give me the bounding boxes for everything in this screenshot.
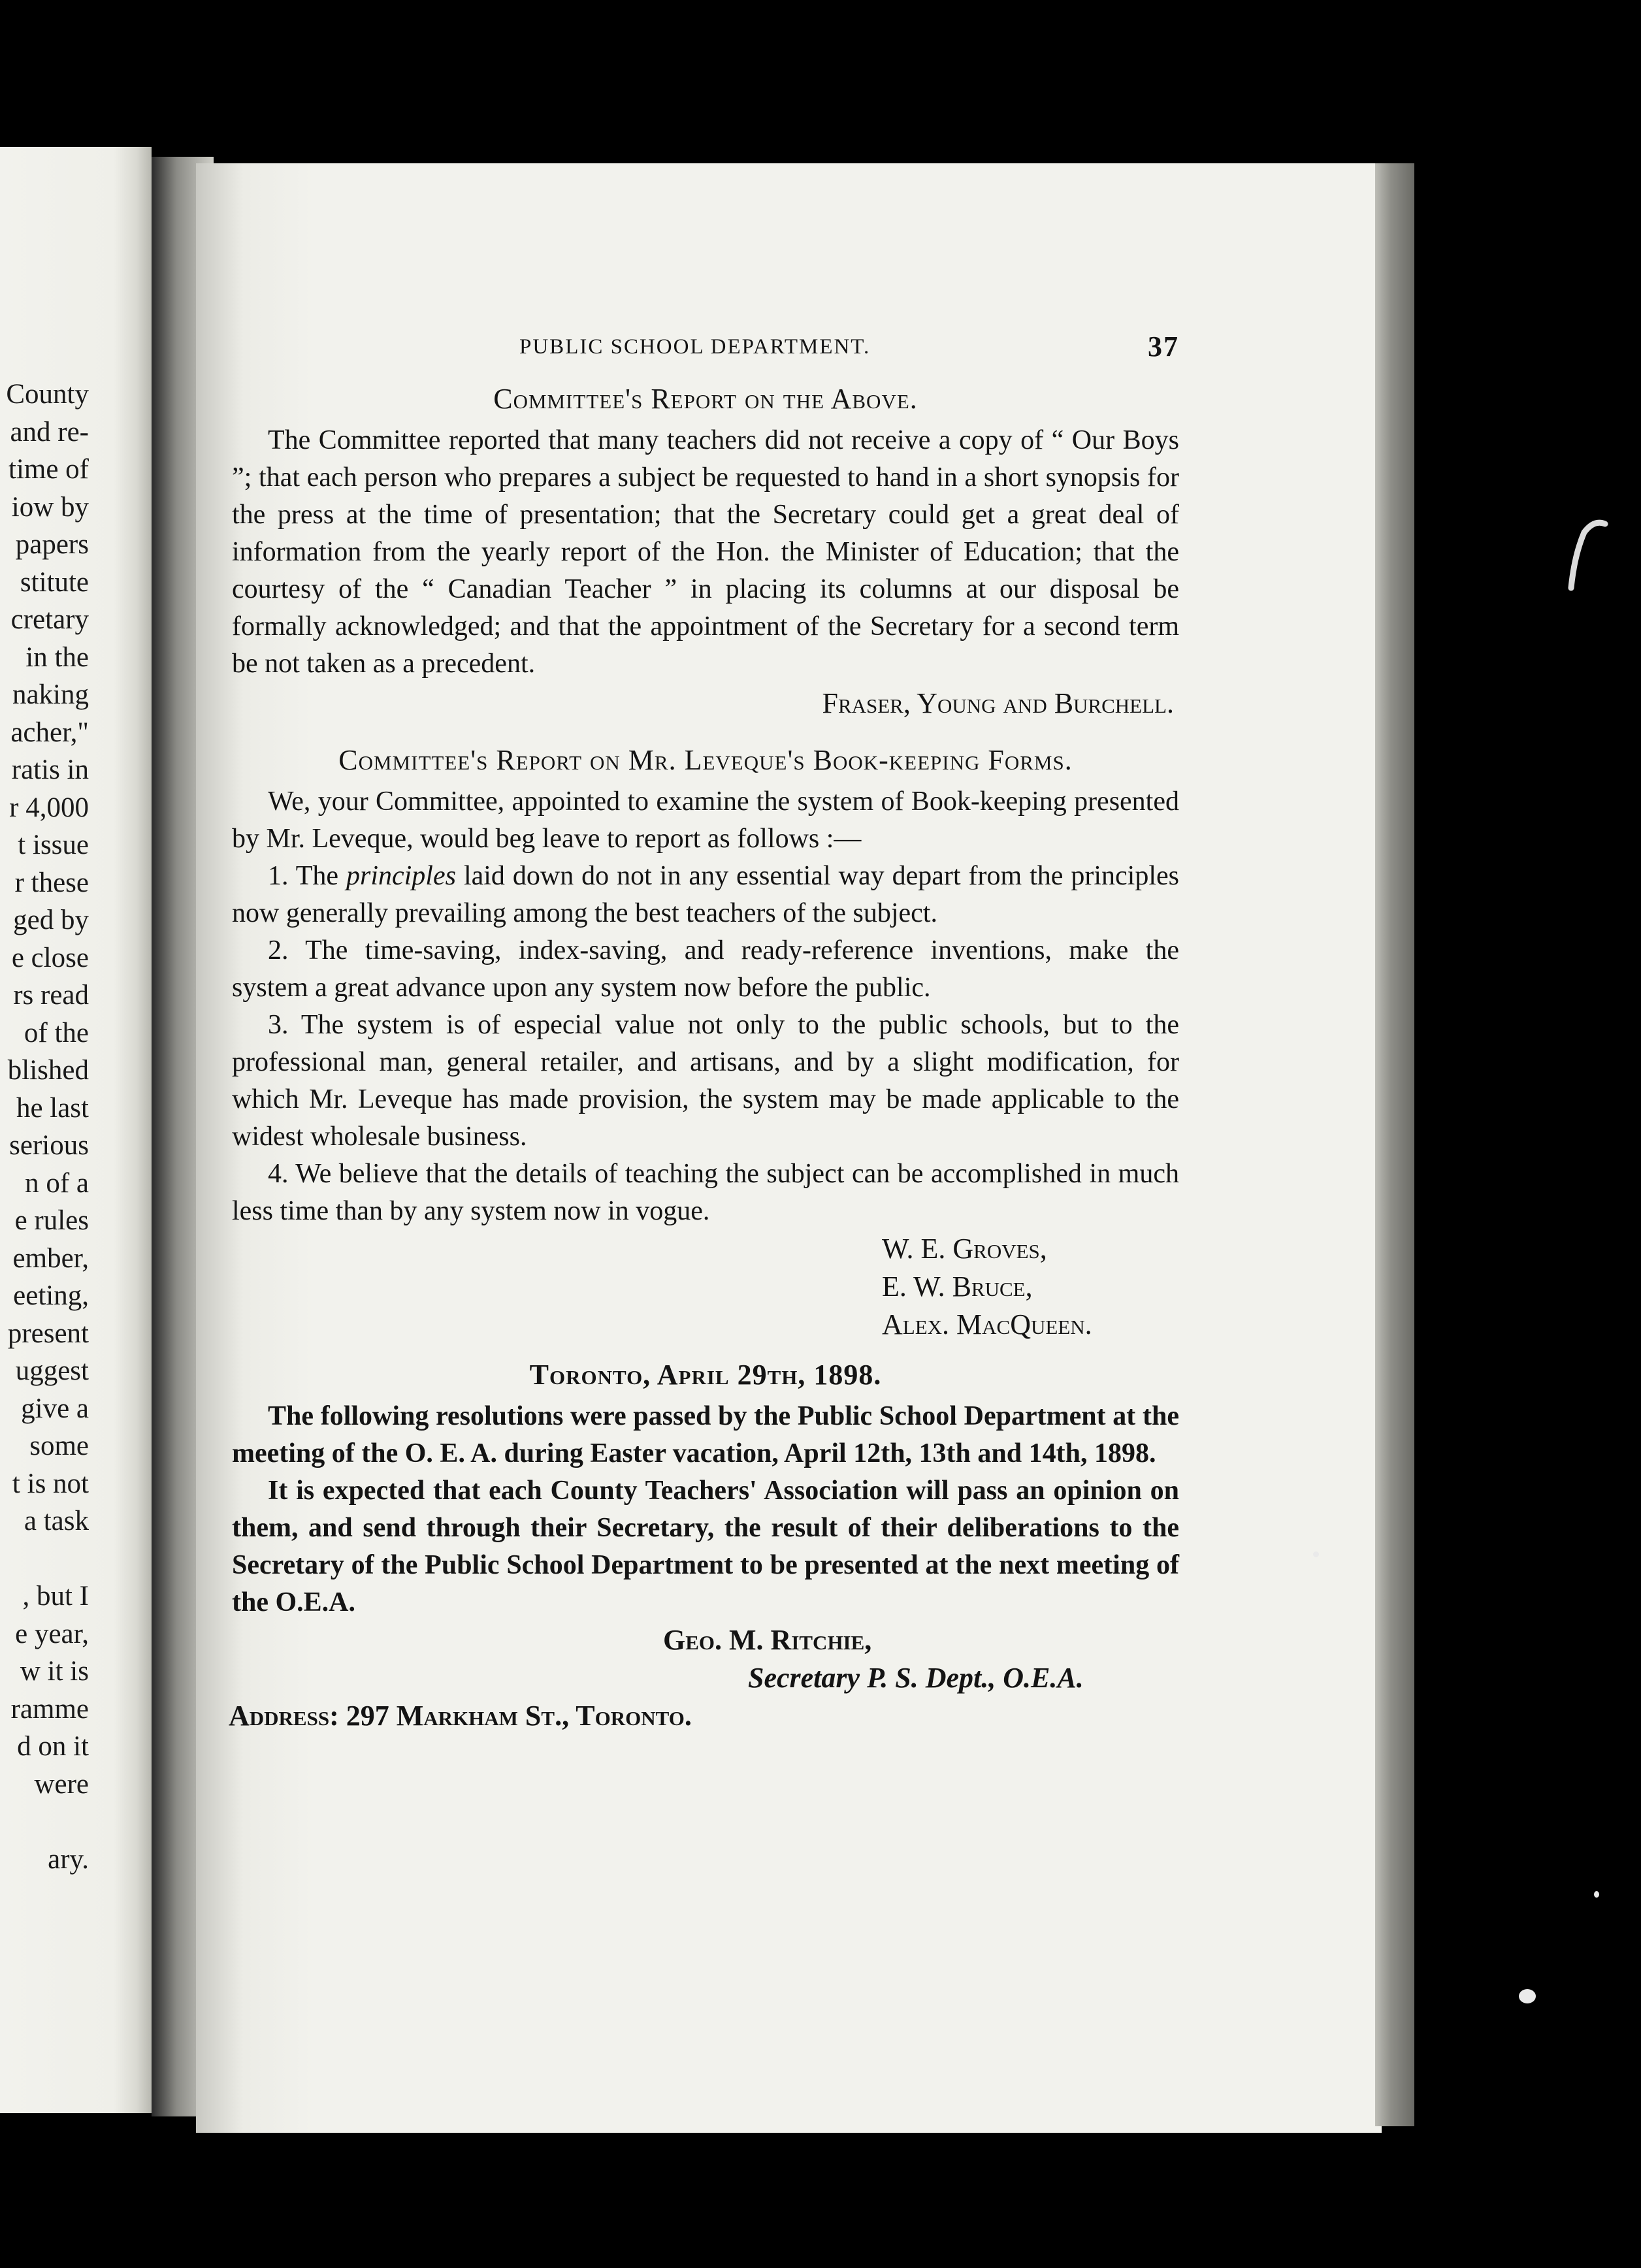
left-page-line: uggest: [15, 1355, 89, 1386]
left-page-line: rs read: [13, 980, 89, 1011]
left-page-line: serious: [9, 1130, 89, 1161]
left-page-line: e year,: [15, 1618, 89, 1649]
leveque-item-1-italic: principles: [346, 861, 456, 891]
leveque-signatories: [882, 1230, 1179, 1344]
running-head-title: PUBLIC SCHOOL DEPARTMENT.: [519, 335, 871, 359]
left-page-line: r 4,000: [9, 792, 89, 823]
left-page-line: were: [34, 1768, 89, 1800]
left-page-line: [0, 1540, 89, 1578]
left-page-line: ratis in: [11, 754, 89, 785]
dust-speck: [1594, 1891, 1599, 1898]
leveque-item-1-rest: laid down do not in any essential way depart from the principles now generally prevailing among the best teachers of the subject.: [232, 861, 1179, 928]
address-line: Address: 297 Markham St., Toronto.: [229, 1700, 692, 1732]
left-page-line: blished: [7, 1055, 89, 1086]
left-page-line: present: [7, 1318, 89, 1349]
left-page-line: ged by: [13, 905, 89, 935]
left-page-line: ember,: [12, 1242, 89, 1274]
left-page-line: papers: [15, 529, 89, 560]
dust-speck: [1313, 1551, 1319, 1557]
left-page-line: e close: [11, 942, 89, 973]
left-page: [0, 147, 152, 2113]
signatory-macqueen: Alex. MacQueen.: [882, 1308, 1092, 1340]
signatory-groves: W. E. Groves,: [882, 1233, 1047, 1265]
leveque-item-4: 4. We believe that the details of teaching the subject can be accomplished in much less time than by any system now in vogue.: [232, 1159, 1179, 1226]
left-page-line: w it is: [20, 1656, 89, 1687]
left-page-line: ramme: [10, 1693, 89, 1725]
leveque-report-heading: Committee's Report on Mr. Leveque's Book-keeping Forms.: [338, 744, 1073, 776]
resolutions-section: [232, 1358, 1179, 1621]
page-edge: [1375, 163, 1414, 2126]
left-page-line: cretary: [10, 604, 89, 635]
dust-speck: [1519, 1989, 1536, 2003]
left-page-line: naking: [12, 679, 89, 710]
resolutions-dateline: Toronto, April 29th, 1898.: [529, 1359, 882, 1391]
resolutions-para-1: The following resolutions were passed by the Public School Department at the meeting of the O. E. A. during Easter vacation, April 12th, 13th and 14th, 1898.: [232, 1401, 1179, 1468]
left-page-line: e rules: [14, 1205, 89, 1236]
leveque-item-2: 2. The time-saving, index-saving, and ready-reference inventions, make the system a great advance upon any system now before the public.: [232, 935, 1179, 1003]
left-page-line: give a: [21, 1393, 89, 1424]
left-page-line: r these: [14, 867, 89, 898]
left-page-line: of the: [24, 1017, 89, 1048]
page-content: [229, 330, 1179, 1735]
report-above-body: The Committee reported that many teachers did not receive a copy of “ Our Boys ”; that each person who prepares a subject be requested to hand in a short synopsis for the press at the time of presentation; that the Secretary could get a great deal of information from the yearly report of the Hon. the Minister of Education; that the courtesy of the “ Canadian Teacher ” in placing its columns at our disposal be formally acknowledged; and that the appointment of the Secretary for a second term be not taken as a precedent.: [232, 425, 1179, 679]
resolutions-para-2: It is expected that each County Teachers' Association will pass an opinion on them, and send through their Secretary, the result of their deliberations to the Secretary of the Public School Department to be presented at the next meeting of the O.E.A.: [232, 1476, 1179, 1617]
left-page-line: County: [6, 379, 89, 410]
left-page-line: he last: [16, 1092, 89, 1124]
leveque-report-intro: We, your Committee, appointed to examine the system of Book-keeping presented by Mr. Leveque, would beg leave to report as follows :—: [232, 786, 1179, 854]
report-above-signature: Fraser, Young and Burchell.: [822, 687, 1174, 719]
left-page-line: n of a: [25, 1167, 89, 1199]
left-page-line: some: [29, 1431, 89, 1461]
left-page-line: t issue: [18, 830, 89, 860]
leveque-item-1: [232, 858, 1179, 932]
left-page-line: a task: [24, 1506, 89, 1536]
left-page-line: ary.: [48, 1843, 89, 1875]
scratch-mark: [1565, 516, 1610, 594]
leveque-item-3: 3. The system is of especial value not only to the public schools, but to the professional man, general retailer, and artisans, and by a slight modification, for which Mr. Leveque has made provision, the system may be made applicable to the widest wholesale business.: [232, 1010, 1179, 1152]
left-page-line: eeting,: [13, 1280, 89, 1311]
page-number: 37: [1148, 331, 1179, 363]
left-page-line: , but I: [22, 1581, 89, 1612]
left-page-line: time of: [8, 454, 89, 485]
left-page-line: d on it: [17, 1731, 89, 1762]
signer-name: Geo. M. Ritchie,: [663, 1624, 872, 1656]
left-page-line: stitute: [20, 566, 89, 598]
signer-title: Secretary P. S. Dept., O.E.A.: [748, 1662, 1084, 1694]
left-page-line: iow by: [11, 491, 89, 523]
left-page-line: [0, 1803, 89, 1841]
left-page-line: t is not: [12, 1468, 89, 1499]
left-page-line: in the: [25, 641, 89, 673]
leveque-item-1-prefix: 1. The: [268, 861, 346, 891]
left-page-text: [0, 376, 89, 1878]
running-head: [232, 330, 1179, 382]
report-above-heading: Committee's Report on the Above.: [493, 383, 918, 415]
left-page-line: and re-: [10, 416, 89, 447]
left-page-line: acher,": [10, 717, 89, 748]
signatory-bruce: E. W. Bruce,: [882, 1271, 1033, 1303]
